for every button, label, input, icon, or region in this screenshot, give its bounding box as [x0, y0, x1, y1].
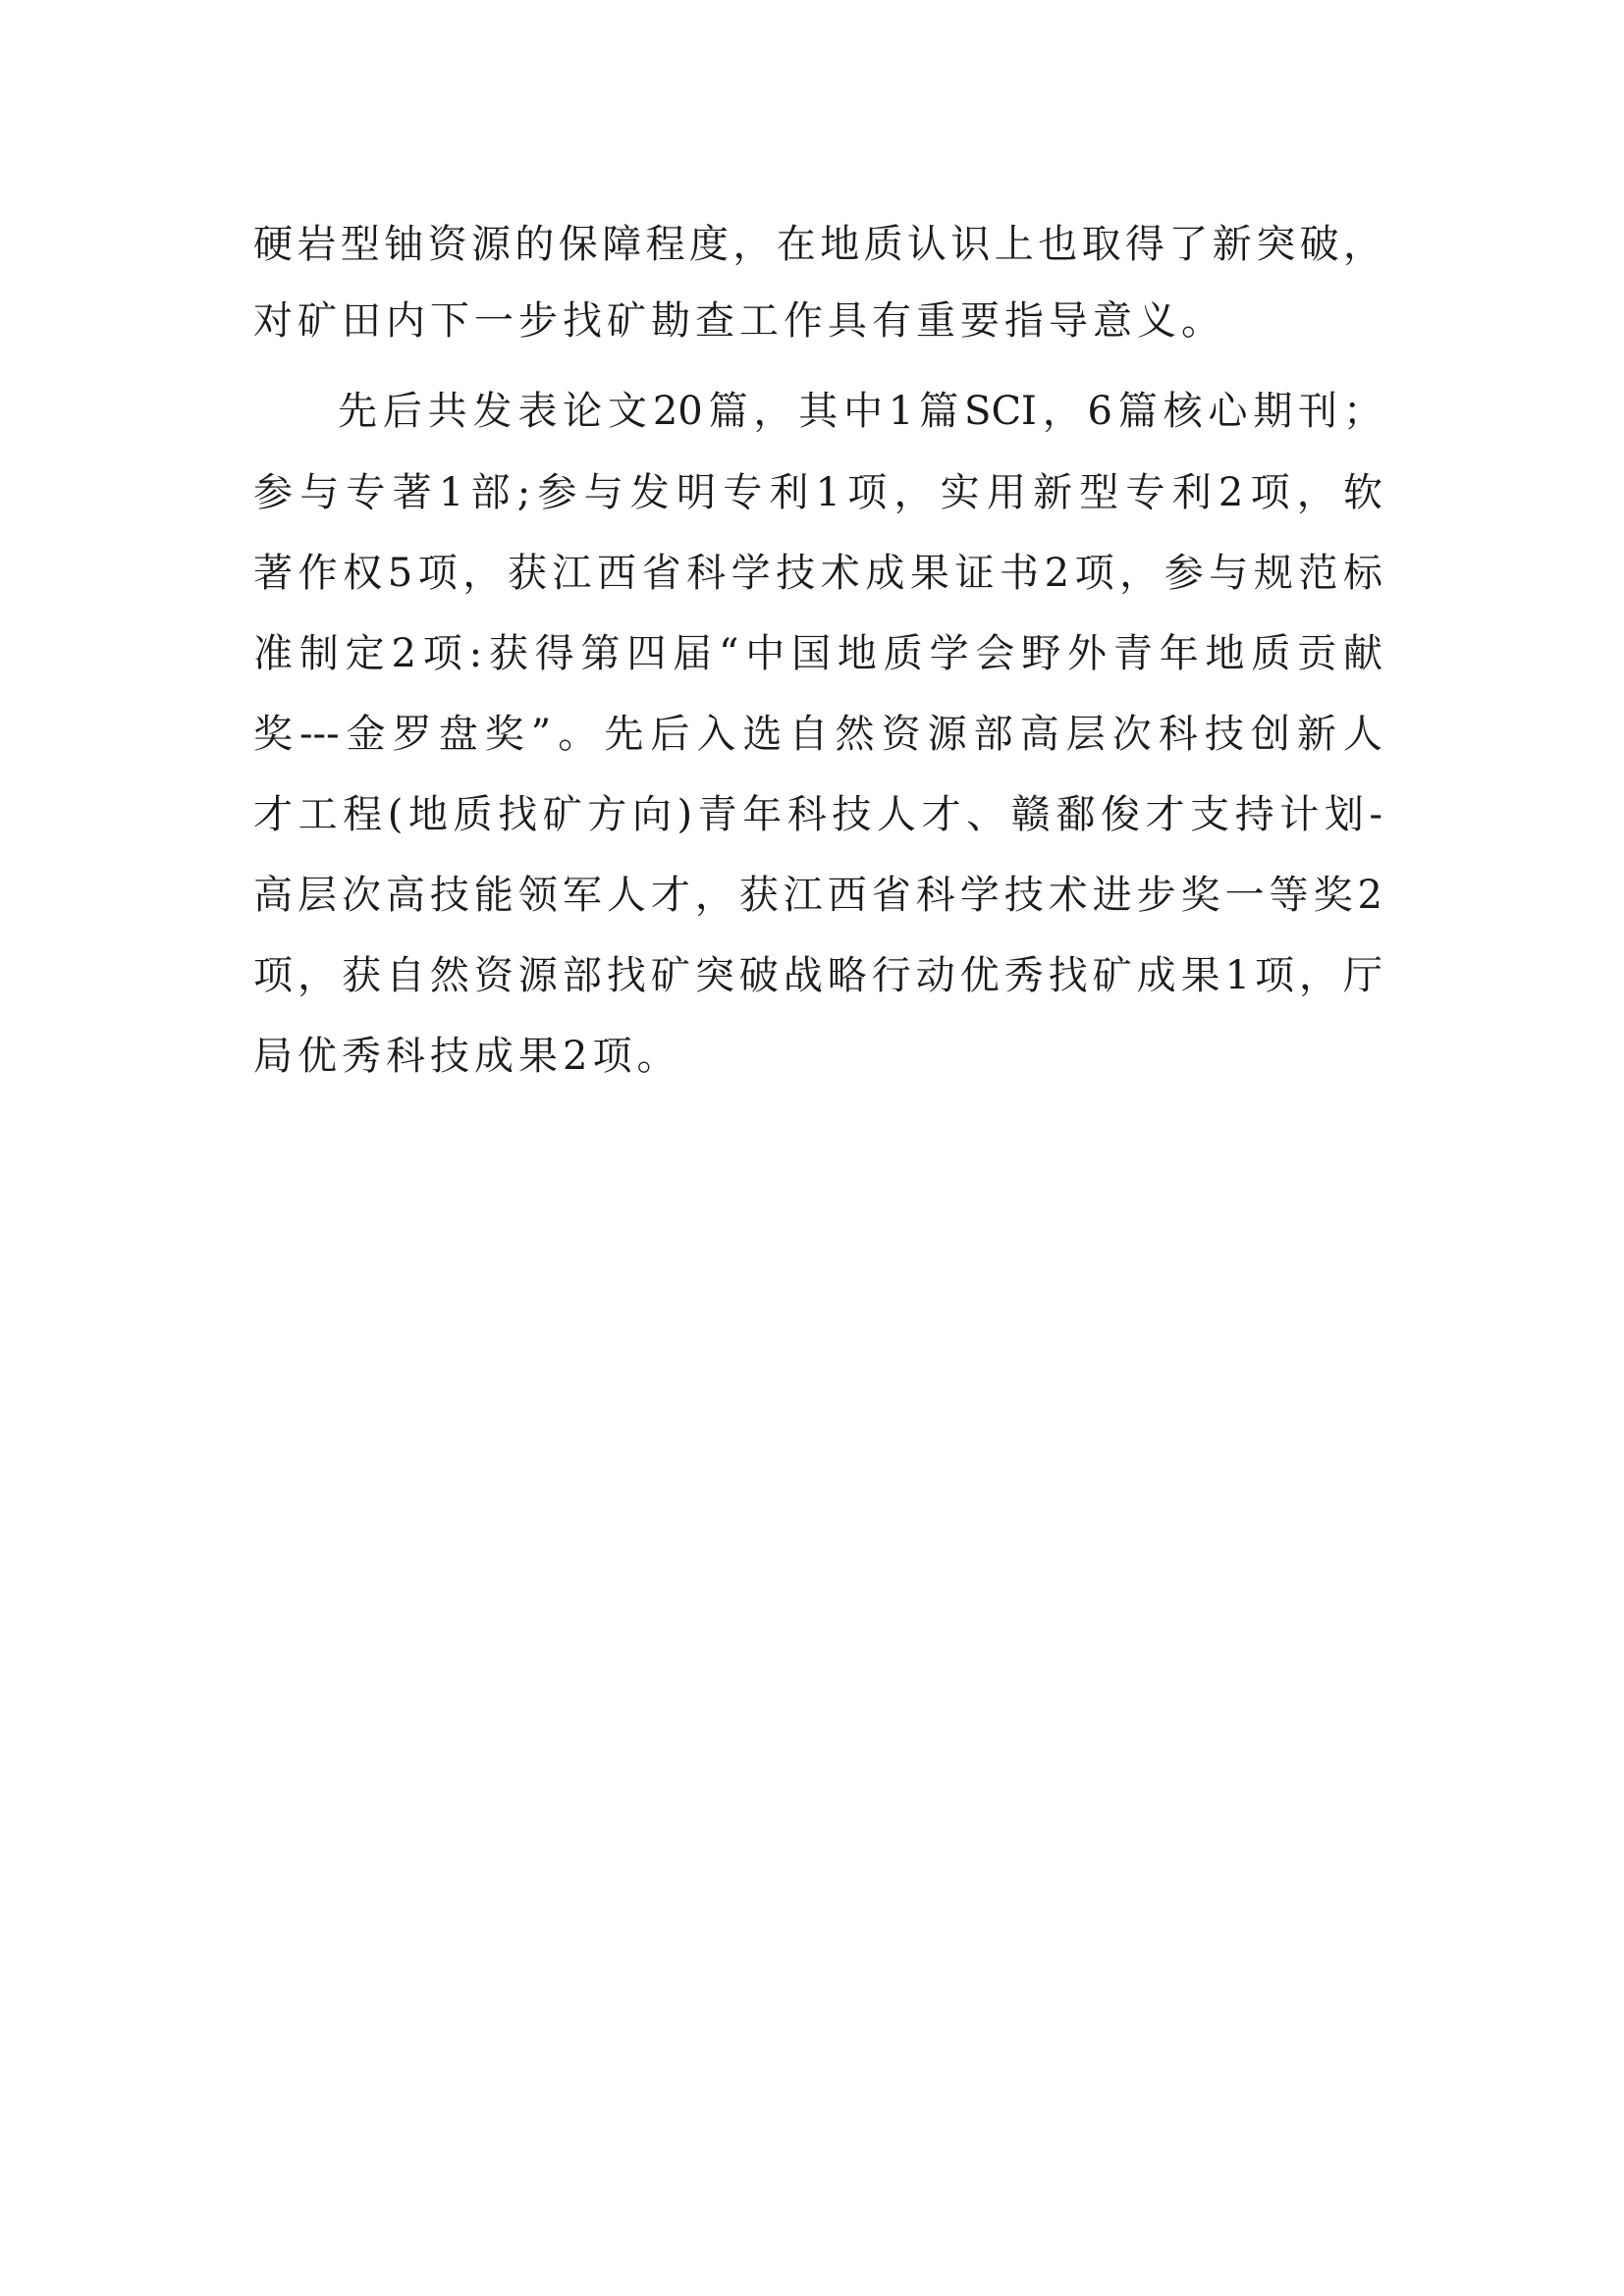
text-line: 才工程(地质找矿方向)青年科技人才、赣鄱俊才支持计划- — [253, 792, 1382, 837]
text-line: 局优秀科技成果2项。 — [253, 1034, 681, 1079]
text-line: 项，获自然资源部找矿突破战略行动优秀找矿成果1项，厅 — [253, 953, 1382, 998]
text-line: 参与专著1部;参与发明专利1项，实用新型专利2项，软 — [253, 470, 1382, 515]
text-line: 准制定2项:获得第四届“中国地质学会野外青年地质贡献 — [253, 631, 1382, 676]
text-line: 著作权5项，获江西省科学技术成果证书2项，参与规范标 — [253, 551, 1382, 596]
text-line: 高层次高技能领军人才，获江西省科学技术进步奖一等奖2 — [253, 873, 1382, 918]
text-line: 先后共发表论文20篇，其中1篇SCI，6篇核心期刊； — [338, 389, 1382, 434]
text-line: 奖---金罗盘奖”。先后入选自然资源部高层次科技创新人 — [253, 712, 1382, 757]
text-line: 对矿田内下一步找矿勘查工作具有重要指导意义。 — [253, 298, 1225, 344]
text-line: 硬岩型铀资源的保障程度，在地质认识上也取得了新突破， — [253, 222, 1382, 267]
